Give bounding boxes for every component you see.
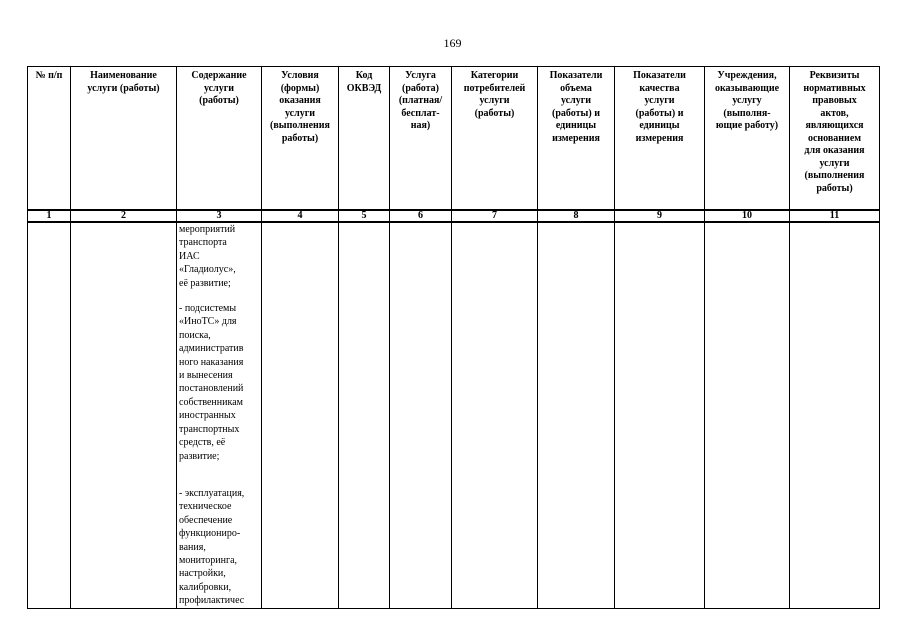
header-legal-acts: Реквизиты нормативных правовых актов, являющихся основанием для оказания услуги (выполнения работы) (790, 67, 880, 211)
cell-quality-indicators (615, 222, 705, 608)
cell-consumer-categories (452, 222, 538, 608)
cell-service-name (71, 222, 177, 608)
cell-okved-code (339, 222, 390, 608)
header-okved-code: Код ОКВЭД (339, 67, 390, 211)
column-number: 10 (705, 210, 790, 222)
services-table (27, 66, 880, 609)
column-number: 7 (452, 210, 538, 222)
column-number: 11 (790, 210, 880, 222)
column-number-row (28, 210, 880, 222)
cell-legal-acts (790, 222, 880, 608)
header-paid-free: Услуга (работа) (платная/ бесплат- ная) (390, 67, 452, 211)
cell-paid-free (390, 222, 452, 608)
header-conditions: Условия (формы) оказания услуги (выполнения работы) (262, 67, 339, 211)
header-service-content: Содержание услуги (работы) (177, 67, 262, 211)
header-row (28, 67, 880, 211)
content-paragraph: - эксплуатация, техническое обеспечение функциониро- вания, мониторинга, настройки, калибровки, профилактичес (179, 487, 245, 607)
cell-conditions (262, 222, 339, 608)
cell-volume-indicators (538, 222, 615, 608)
column-number: 3 (177, 210, 262, 222)
column-number: 1 (28, 210, 71, 222)
header-quality-indicators: Показатели качества услуги (работы) и единицы измерения (615, 67, 705, 211)
page-number: 169 (443, 36, 462, 50)
header-number: № п/п (28, 67, 71, 211)
content-paragraph: мероприятий транспорта ИАС «Гладиолус», её развитие; (179, 224, 236, 289)
cell-number (28, 222, 71, 608)
table-row (28, 222, 880, 608)
column-number: 6 (390, 210, 452, 222)
column-number: 2 (71, 210, 177, 222)
content-paragraph: - подсистемы «ИноТС» для поиска, административ ного наказания и вынесения постановлений собственникам иностранных транспортных средств, её развитие; (179, 303, 244, 462)
column-number: 9 (615, 210, 705, 222)
header-volume-indicators: Показатели объема услуги (работы) и единицы измерения (538, 67, 615, 211)
header-consumer-categories: Категории потребителей услуги (работы) (452, 67, 538, 211)
cell-institutions (705, 222, 790, 608)
column-number: 8 (538, 210, 615, 222)
column-number: 5 (339, 210, 390, 222)
header-service-name: Наименование услуги (работы) (71, 67, 177, 211)
column-number: 4 (262, 210, 339, 222)
cell-service-content (177, 222, 262, 608)
header-institutions: Учреждения, оказывающие услугу (выполня- ющие работу) (705, 67, 790, 211)
